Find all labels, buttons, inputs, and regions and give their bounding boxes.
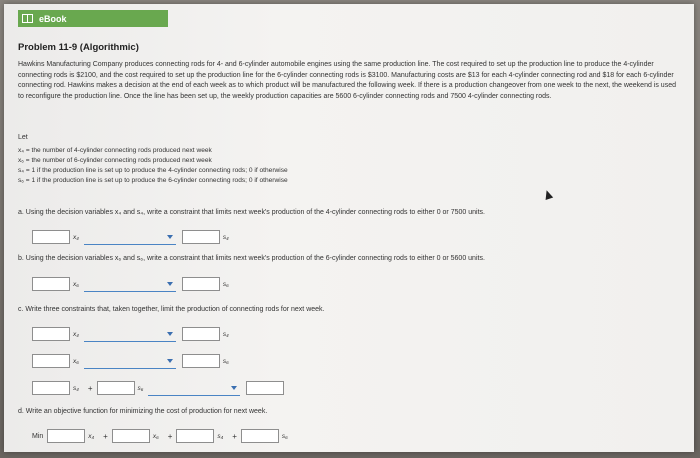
mouse-cursor-icon [543,189,553,200]
obj-coef-x6-input[interactable] [112,429,150,443]
coef-s6-input[interactable] [182,354,220,368]
relation-select[interactable] [84,354,176,369]
var-label: s₄ [222,233,229,241]
definition-x4: x₄ = the number of 4-cylinder connecting rods produced next week [18,147,212,154]
chevron-down-icon [167,282,173,286]
question-d: d. Write an objective function for minimizing the cost of production for next week. [18,408,268,415]
coef-x4-input[interactable] [32,230,70,244]
question-c: c. Write three constraints that, taken together, limit the production of connecting rods for next week. [18,306,325,313]
var-label: x₄ [73,330,79,338]
book-icon [22,14,33,23]
coef-x4-input[interactable] [32,327,70,341]
obj-coef-x4-input[interactable] [47,429,85,443]
relation-select[interactable] [148,381,240,396]
var-label: s₄ [217,432,224,440]
objective-row [32,428,293,444]
relation-select[interactable] [84,277,176,292]
definition-s4: s₄ = 1 if the production line is set up to produce the 4-cylinder connecting rods; 0 if otherwise [18,167,288,174]
var-label: x₆ [152,432,159,440]
problem-title: Problem 11-9 (Algorithmic) [18,42,139,53]
var-label: s₆ [222,280,229,288]
var-label: x₆ [73,357,79,365]
constraint-c3-row [32,380,284,396]
var-label: s₄ [73,384,79,392]
coef-x6-input[interactable] [32,277,70,291]
chevron-down-icon [231,386,237,390]
var-label: x₄ [73,233,79,241]
constraint-c2-row [32,353,234,369]
coef-s4-input[interactable] [182,230,220,244]
rhs-input[interactable] [246,381,284,395]
ebook-label: eBook [39,13,67,24]
var-label: x₄ [88,432,95,440]
coef-s6-input[interactable] [182,277,220,291]
let-label: Let [18,134,28,141]
var-label: s₆ [222,357,229,365]
constraint-a-row [32,229,234,245]
question-a: a. Using the decision variables x₄ and s₄, write a constraint that limits next week's production of the 4-cylinder connecting rods to either 0 or 7500 units. [18,209,485,216]
var-label: s₄ [222,330,229,338]
var-label: s₆ [281,432,288,440]
coef-x6-input[interactable] [32,354,70,368]
definition-s6: s₆ = 1 if the production line is set up to produce the 6-cylinder connecting rods; 0 if otherwise [18,177,288,184]
min-label: Min [32,432,44,440]
obj-coef-s4-input[interactable] [176,429,214,443]
chevron-down-icon [167,332,173,336]
var-label: s₆ [137,384,144,392]
plus-sign: + [103,431,108,441]
problem-paragraph: Hawkins Manufacturing Company produces connecting rods for 4- and 6-cylinder automobile engines using the same production line. The cost required to set up the production line to produce the 4-cylinder connecting rods is $2100, and the cost required to set up the production line for the 6-cylinder connecting rods is $3100. Manufacturing costs are $13 for each 4-cylinder connecting rod and $18 for each 6-cylinder connecting rod. Hawkins makes a decision at the end of each week as to which product will be manufactured the following week. If there is a production changeover from one week to the next, the weekend is used to reconfigure the production line. Once the line has been set up, the weekly production capacities are 5600 6-cylinder connecting rods and 7500 4-cylinder connecting rods. [18,61,676,100]
plus-sign: + [167,431,173,441]
plus-sign: + [87,383,93,393]
constraint-c1-row [32,326,234,342]
question-b: b. Using the decision variables x₆ and s₆, write a constraint that limits next week's production of the 6-cylinder connecting rods to either 0 or 5600 units. [18,255,485,262]
coef-s4-input[interactable] [182,327,220,341]
chevron-down-icon [167,359,173,363]
plus-sign: + [232,431,237,441]
coef-s4-input[interactable] [32,381,70,395]
constraint-b-row [32,276,234,292]
variable-definitions [18,146,288,186]
var-label: x₆ [73,280,79,288]
chevron-down-icon [167,235,173,239]
ebook-tab[interactable] [18,10,168,27]
relation-select[interactable] [84,327,176,342]
relation-select[interactable] [84,230,176,245]
coef-s6-input[interactable] [97,381,135,395]
definition-x6: x₆ = the number of 6-cylinder connecting rods produced next week [18,157,212,164]
obj-coef-s6-input[interactable] [241,429,279,443]
ebook-page [4,4,694,452]
